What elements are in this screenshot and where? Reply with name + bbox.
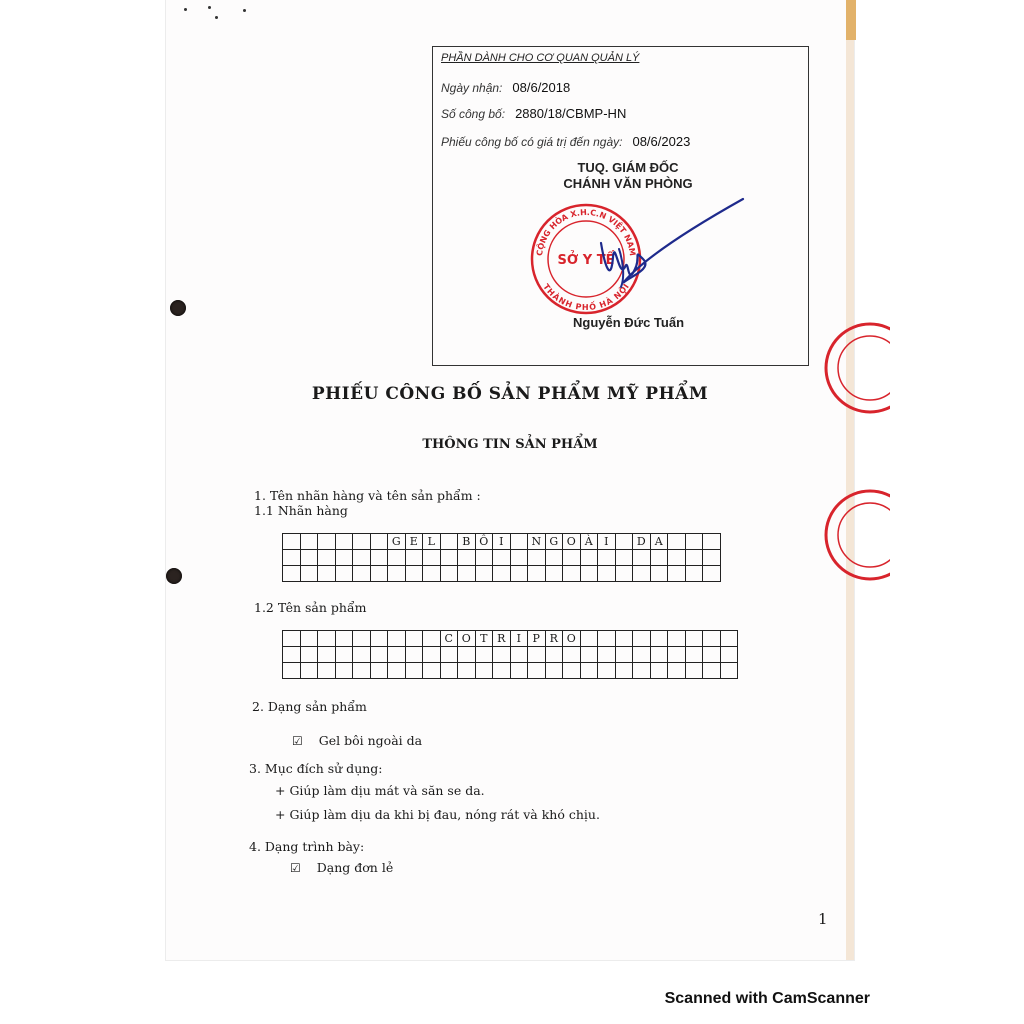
stamp-center-text: SỞ Y TẾ [557,253,615,268]
punch-hole [166,568,182,584]
grid-cell [703,534,721,550]
grid-cell [300,550,318,566]
announcement-number-row [441,106,626,121]
grid-cell [335,663,353,679]
grid-cell [580,566,598,582]
grid-cell: N [528,534,546,550]
scan-speck [215,16,218,19]
grid-cell [510,647,528,663]
page-number: 1 [818,910,828,928]
page-edge-strip [846,0,856,40]
brand-grid [282,533,721,582]
grid-cell [283,647,301,663]
grid-cell [283,550,301,566]
grid-cell [300,647,318,663]
signer-name: Nguyễn Đức Tuấn [573,315,685,330]
grid-cell [703,663,721,679]
grid-cell: L [423,534,441,550]
grid-cell [563,663,581,679]
grid-cell [423,550,441,566]
grid-cell [528,550,546,566]
grid-cell [335,647,353,663]
grid-cell [563,647,581,663]
grid-cell [370,647,388,663]
grid-cell [668,647,686,663]
grid-cell [703,631,721,647]
grid-cell [598,550,616,566]
grid-cell [685,566,703,582]
grid-row [283,550,721,566]
grid-row [283,534,721,550]
grid-cell [318,631,336,647]
grid-cell [545,566,563,582]
grid-cell [475,647,493,663]
grid-cell [353,566,371,582]
grid-cell: A [650,534,668,550]
scan-speck [208,6,211,9]
grid-cell [510,550,528,566]
grid-cell [458,663,476,679]
section-3-heading: 3. Mục đích sử dụng: [249,761,383,776]
grid-cell [283,566,301,582]
grid-cell [405,566,423,582]
announcement-number-label: Số công bố: [441,107,506,121]
checked-box-icon: ☑ [290,861,301,875]
grid-cell [353,663,371,679]
grid-cell: I [493,534,511,550]
grid-cell [370,663,388,679]
grid-cell [598,566,616,582]
grid-cell: P [528,631,546,647]
grid-cell: B [458,534,476,550]
document-subtitle: THÔNG TIN SẢN PHẨM [422,437,598,452]
grid-cell [668,663,686,679]
grid-cell [685,534,703,550]
grid-cell [668,631,686,647]
grid-cell [458,550,476,566]
grid-cell [388,631,406,647]
grid-cell [580,663,598,679]
management-title: PHẦN DÀNH CHO CƠ QUAN QUẢN LÝ [441,52,640,64]
checked-box-icon: ☑ [292,734,303,748]
grid-cell: I [510,631,528,647]
grid-cell [370,566,388,582]
grid-cell [598,663,616,679]
presentation-option [290,860,393,875]
grid-cell [668,566,686,582]
grid-cell: R [493,631,511,647]
grid-cell [703,647,721,663]
grid-cell [510,663,528,679]
grid-cell: G [388,534,406,550]
announcement-number-value: 2880/18/CBMP-HN [515,106,627,121]
grid-cell [405,663,423,679]
grid-cell [318,566,336,582]
grid-cell [685,631,703,647]
grid-cell [720,663,738,679]
grid-cell [300,534,318,550]
grid-cell [580,550,598,566]
section-1-2-heading: 1.2 Tên sản phẩm [254,600,367,615]
scan-speck [243,9,246,12]
grid-cell [598,647,616,663]
grid-cell [423,566,441,582]
grid-cell: I [598,534,616,550]
grid-cell [510,534,528,550]
grid-cell [633,647,651,663]
grid-cell [318,550,336,566]
grid-cell [545,550,563,566]
grid-cell [650,550,668,566]
grid-cell [598,631,616,647]
grid-row [283,631,738,647]
grid-cell [388,647,406,663]
grid-cell [440,550,458,566]
grid-cell [493,647,511,663]
grid-cell [720,631,738,647]
grid-cell [423,663,441,679]
grid-cell: C [440,631,458,647]
grid-cell: O [563,534,581,550]
product-form-option [292,733,422,748]
purpose-line-1: + Giúp làm dịu mát và săn se da. [275,783,485,798]
grid-cell [475,663,493,679]
grid-cell [300,566,318,582]
edge-stamp [820,485,890,585]
grid-cell [545,647,563,663]
received-date-row [441,80,570,95]
grid-cell [318,647,336,663]
grid-cell [633,631,651,647]
grid-cell [528,647,546,663]
grid-cell [335,550,353,566]
grid-cell [388,550,406,566]
product-form-label: Gel bôi ngoài da [318,733,423,748]
grid-cell [440,534,458,550]
grid-cell [405,647,423,663]
scan-speck [184,8,187,11]
grid-cell [300,631,318,647]
grid-cell [668,550,686,566]
signature [583,187,753,297]
grid-cell [615,534,633,550]
grid-cell [685,647,703,663]
received-date-value: 08/6/2018 [512,80,571,95]
scanner-watermark: Scanned with CamScanner [664,990,870,1007]
grid-cell [423,647,441,663]
document-title: PHIẾU CÔNG BỐ SẢN PHẨM MỸ PHẨM [311,384,709,404]
presentation-label: Dạng đơn lẻ [316,860,394,875]
grid-row [283,663,738,679]
signatory-line2: CHÁNH VĂN PHÒNG [563,176,693,191]
grid-cell [335,631,353,647]
grid-cell [668,534,686,550]
grid-cell [545,663,563,679]
grid-cell [510,566,528,582]
grid-cell [703,550,721,566]
grid-cell [370,631,388,647]
grid-cell [528,663,546,679]
grid-cell [475,566,493,582]
grid-cell [283,631,301,647]
grid-cell [440,566,458,582]
grid-cell [563,550,581,566]
validity-label: Phiếu công bố có giá trị đến ngày: [441,135,623,149]
grid-cell [615,663,633,679]
grid-cell [318,663,336,679]
grid-cell [650,631,668,647]
grid-cell: D [633,534,651,550]
grid-cell [370,550,388,566]
validity-value: 08/6/2023 [632,134,691,149]
grid-row [283,566,721,582]
grid-cell [405,550,423,566]
grid-cell [458,566,476,582]
grid-cell [650,663,668,679]
grid-row [283,647,738,663]
grid-cell [615,647,633,663]
grid-cell [475,550,493,566]
grid-cell [388,663,406,679]
grid-cell [493,550,511,566]
punch-hole [170,300,186,316]
grid-cell [563,566,581,582]
grid-cell [353,550,371,566]
grid-cell [615,566,633,582]
grid-cell [353,534,371,550]
grid-cell [353,631,371,647]
grid-cell [633,663,651,679]
grid-cell: E [405,534,423,550]
grid-cell [580,631,598,647]
grid-cell [440,663,458,679]
signatory-line1: TUQ. GIÁM ĐỐC [577,160,679,175]
grid-cell [370,534,388,550]
grid-cell [633,566,651,582]
grid-cell: O [563,631,581,647]
grid-cell [580,647,598,663]
section-1-heading: 1. Tên nhãn hàng và tên sản phẩm : [254,488,481,503]
grid-cell [353,647,371,663]
grid-cell [720,647,738,663]
received-date-label: Ngày nhận: [441,81,503,95]
grid-cell [283,663,301,679]
grid-cell: G [545,534,563,550]
grid-cell: R [545,631,563,647]
grid-cell [458,647,476,663]
grid-cell [633,550,651,566]
stamp-top-text: CỘNG HÒA X.H.C.N VIỆT NAM [535,207,638,257]
grid-cell [318,534,336,550]
purpose-line-2: + Giúp làm dịu da khi bị đau, nóng rát và khó chịu. [275,807,600,822]
grid-cell [615,550,633,566]
grid-cell [405,631,423,647]
grid-cell [440,647,458,663]
grid-cell: O [458,631,476,647]
grid-cell: Ô [475,534,493,550]
grid-cell [335,566,353,582]
grid-cell [300,663,318,679]
product-grid [282,630,738,679]
grid-cell [528,566,546,582]
management-box [432,46,809,366]
grid-cell [703,566,721,582]
grid-cell [685,663,703,679]
grid-cell [650,647,668,663]
grid-cell [615,631,633,647]
grid-cell [650,566,668,582]
grid-cell [493,566,511,582]
section-4-heading: 4. Dạng trình bày: [249,839,365,854]
grid-cell [493,663,511,679]
stamp-bottom-text: THÀNH PHỐ HÀ NỘI [541,282,631,313]
grid-cell [388,566,406,582]
grid-cell [283,534,301,550]
grid-cell: À [580,534,598,550]
section-2-heading: 2. Dạng sản phẩm [252,699,367,714]
grid-cell [335,534,353,550]
grid-cell [685,550,703,566]
validity-row [441,134,690,149]
section-1-1-heading: 1.1 Nhãn hàng [254,503,348,518]
grid-cell: T [475,631,493,647]
grid-cell [423,631,441,647]
